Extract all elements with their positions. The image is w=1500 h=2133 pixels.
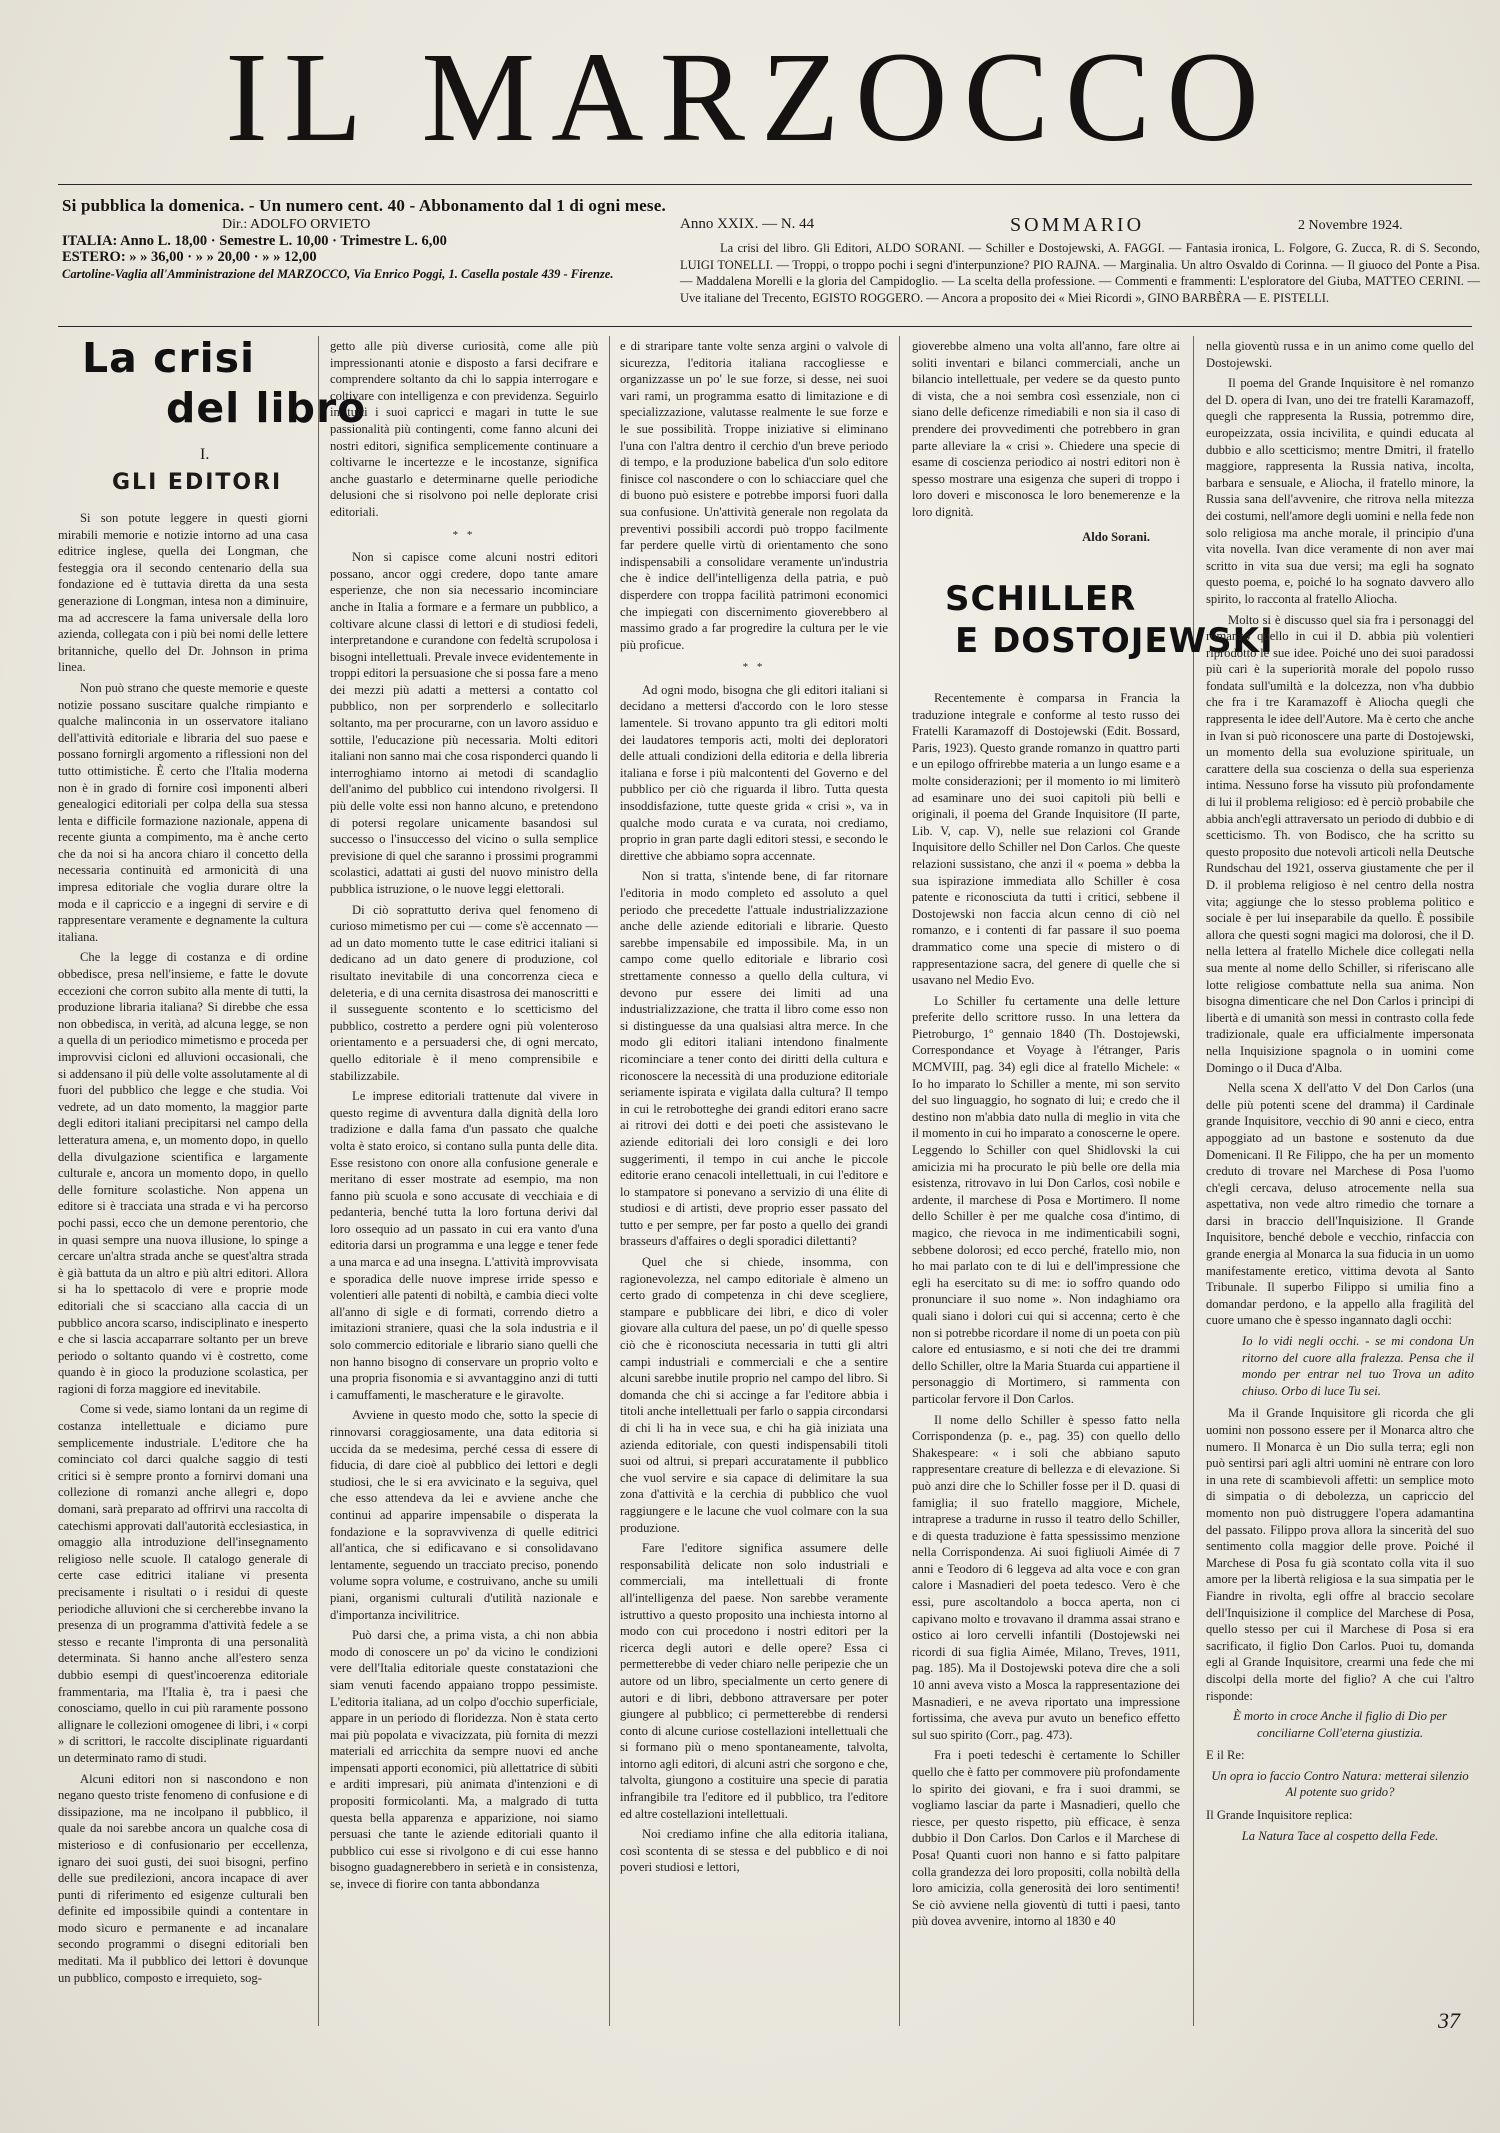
paragraph: Ad ogni modo, bisogna che gli editori italiani si decidano a mettersi d'accordo con le loro stesse lamentele. Si trovano appunto tra gli editori molti dei laudatores temporis acti, molti dei deploratori delle attuali condizioni della editoria e della libreria italiana e forse i più malcontenti del Governo e del pubblico per ciò che riguarda il libro. Tutta questa insoddisfazione, tutte queste grida « crisi », va in qualche modo curata e va curata, noi crediamo, proprio in gran parte dagli editori stessi, e secondo le direttive che abbiamo sopra accennate. (620, 682, 888, 863)
paragraph: Come si vede, siamo lontani da un regime di costanza intellettuale e diciamo pure semplicemente industriale. L'editore che ha cominciato col darci qualche saggio di testi critici si è sempre pronto a fornirvi domani una collezione di romanzi anche allegri e, dopo domani, sarà preparato ad offrirvi una raccolta di catechismi approvati dall'autorità ecclesiastica, in omaggio alla introduzione dell'insegnamento religioso nelle scuole. Il catalogo generale di certe case editrici italiane vi presenta precisamente i risultati o i residui di queste periodiche alluvioni che si cercherebbe invano la presenza di un programma d'attività fedele a se stesso e recante l'impronta di una personalità determinata. Si hanno anche all'estero senza dubbio esempi di quest'incoerenza editoriale frammentaria, ma l'Italia è, tra i paesi che conosciamo, quello in cui più raramente possono allignare le collezioni omogenee di libri, i « corpi » di scrittori, le raccolte disciplinate riguardanti un determinato ramo di studi. (58, 1402, 308, 1765)
issue-date: 2 Novembre 1924. (1298, 218, 1403, 233)
paragraph: Il poema del Grande Inquisitore è nel romanzo del D. opera di Ivan, uno dei tre fratelli Karamazoff, quegli che rappresenta la Russia, potremmo dire, europeizzata, ossia incivilita, e quindi educata al dubbio e allo scetticismo; mentre Dmitri, il fratello maggiore, rappresenta la Russia nativa, incolta, barbara e sensuale, e Aliocha, il fratello minore, la Russia sana dell'avvenire, che ritrova nella mitezza dei costumi, nell'amore degli uomini e nella fede non solo religiosa ma anche morale, il principio d'una vita novella. Ivan dice veramente di non aver mai scritto in vita sua due versi; ma egli ha sognato questo poema, e, poiché lo ha sognato davvero allo spirito, lo racconta al fratello Aliocha. (1206, 376, 1474, 606)
verse-quote: La Natura Tace al cospetto della Fede. (1241, 1828, 1439, 1843)
column-5 (1206, 338, 1474, 2038)
masthead-rule (58, 184, 1472, 185)
paragraph: Non si tratta, s'intende bene, di far ritornare l'editoria in modo completo ed assoluto a quel periodo che precedette l'attuale industrializzazione anche delle aziende editoriali e librarie. Questo sarebbe impensabile ed impossibile. Ma, in un campo come quello editoriale e librario così strettamente connesso a quello della cultura, vi devono pur essere dei limiti ad una industrializzazione, che tratta il libro come esso non si distinguesse da una qualsiasi altra merce. In che modo gli editori italiani intendono finalmente ricominciare a tener conto dei diritti della cultura e riconoscere la necessità di una produzione editoriale seriamente ispirata e vigilata dalla cultura? Il tempo in cui le retrobotteghe dei grandi editori erano sacre ai ritrovi dei dotti e dei poeti che assistevano le aziende editoriali dei loro consigli e dei loro suggerimenti, il tempo in cui anche le piccole editorie erano cenacoli intellettuali, in cui l'editore e lo stampatore si ponevano a servizio di una élite di studiosi e di artisti, deve proprio esser passato del tutto e per sempre, per far posto a quello dei grandi brasseurs d'affaires o degli sporadici dilettanti? (620, 869, 888, 1249)
verse-quote: Un opra io faccio Contro Natura: metterai silenzio Al potente suo grido? (1211, 1768, 1469, 1800)
section-break: * * (742, 661, 766, 674)
paragraph: Noi crediamo infine che alla editoria italiana, così scontenta di se stessa e del pubblico e di noi poveri studiosi e lettori, (620, 1827, 888, 1875)
paragraph: getto alle più diverse curiosità, come alle più impressionanti atonie e disposto a farsi decifrare e comprendere soltanto da chi lo sappia interrogare e coltivare con intelligenza e con previdenza. Seguirlo in tutti i suoi capricci e magari in tutte le sue passionalità più contingenti, come fanno alcuni dei nostri editori, significa semplicemente continuare a coltivarne le incertezze e le incostanze, significa anche guastarlo e determinarne quelle periodiche delusioni che si risolvono poi nelle deplorate crisi editoriali. (330, 339, 598, 519)
article-title-line2: del libro (166, 384, 367, 432)
verse-quote: Io lo vidi negli occhi. - se mi condona Un ritorno del cuore alla fralezza. Pensa che il mondo per entrar nel tuo Trova un adito chiuso. Orbo di luce Tu sei. (1242, 1334, 1474, 1398)
article-part-number: I. (200, 446, 210, 463)
paragraph: Recentemente è comparsa in Francia la traduzione integrale e conforme al testo russo dei Fratelli Karamazoff di Dostojewski (Edit. Bossard, Paris, 1923). Questo grande romanzo in quattro parti e un epilogo offrirebbe materia a un lungo esame e a molte considerazioni; per il momento io mi limiterò ad esaminare uno dei suoi capitoli più belli e originali, il poema del Grande Inquisitore (II parte, Lib. V, cap. V), nelle sue relazioni col Grande Inquisitore dello Schiller nel Don Carlos. Che queste relazioni sussistano, che anzi il « poema » debba la sua ispirazione immediata allo Schiller è cosa patente e riconosciuta da tutti i critici, sebbene il Dostojewski non faccia alcun cenno di ciò nel romanzo, e i contenti di far passare il suo poema drammatico come una specie di mistero o di rappresentazione sacra, del genere di quelle che si usavano nel Medio Evo. (912, 691, 1180, 988)
column-rule (318, 336, 319, 2026)
paragraph: nella gioventù russa e in un animo come quello del Dostojewski. (1206, 339, 1474, 370)
issue-number: Anno XXIX. — N. 44 (680, 216, 815, 232)
page-number: 37 (1438, 2008, 1460, 2033)
article2-title-line1: SCHILLER (945, 579, 1137, 619)
column-rule (1193, 336, 1194, 2026)
publication-line: Si pubblica la domenica. - Un numero cent. 40 - Abbonamento dal 1 di ogni mese. (62, 196, 666, 215)
column-2 (330, 338, 598, 2028)
paragraph: Si son potute leggere in questi giorni mirabili memorie e notizie intorno ad una casa editrice inglese, quella dei Longman, che festeggia ora il secondo centenario della sua fondazione ed è tuttavia diretta da una sesta generazione di Longman, intesa non a diminuire, ma ad accrescere la fama universale della loro azienda, collegata con i più bei nomi delle lettere britanniche, quello del Dr. Johnson in prima linea. (58, 511, 308, 675)
paragraph: Non si capisce come alcuni nostri editori possano, ancor oggi credere, dopo tante amare esperienze, che non sia necessario incominciare anche in Italia a formare e a fermare un pubblico, a coltivare alcune classi di lettori e di studiosi fedeli, interpretandone e curandone con fedeltà scrupolosa i bisogni intellettuali. Prevale invece evidentemente in troppi editori la persuasione che si possa fare a meno dei mezzi più adatti a mettersi a contatto col pubblico, non per sorprenderlo e sollecitarlo soltanto, ma per procurarne, con un lavoro assiduo e sottile, l'educazione più necessaria. Molti editori italiani non sanno mai che cosa risponderci quando li interroghiamo intorno ai metodi di scandaglio dell'animo del pubblico cui intendono rivolgersi. Il più delle volte essi non hanno alcuno, e pretendono di potersi regolare unicamente basandosi sul successo o l'insuccesso del vicino o sulla semplice previsione di quel che saranno i prossimi programmi scolastici, adattati ai gusti del nuovo ministro della pubblica istruzione, o le nuove leggi elettorali. (330, 550, 598, 896)
article-signature: Aldo Sorani. (1082, 529, 1150, 544)
article2-title-line2: E DOSTOJEWSKI (955, 621, 1274, 661)
masthead: IL MARZOCCO (225, 26, 1275, 168)
column-rule (609, 336, 610, 2026)
director-line: Dir.: ADOLFO ORVIETO (222, 217, 371, 232)
column-3 (620, 338, 888, 2028)
paragraph: Fra i poeti tedeschi è certamente lo Schiller quello che è fatto per commovere più profondamente lo spirito dei giovani, e fra i suoi drammi, se vogliamo lasciar da parte i Masnadieri, quello che riesce, per questo rispetto, più efficace, è senza dubbio il Don Carlos. Don Carlos e il Marchese di Posa! Quanti cuori non hanno e si fatto palpitare colla grandezza dei loro propositi, colla nobiltà della loro amicizia, colla generosità dei loro sentimenti! Se ciò avviene nella gioventù di tutti i paesi, tanto più dovea avvenire, intorno al 1830 e 40 (912, 1748, 1180, 1929)
subscription-italy: ITALIA: Anno L. 18,00 · Semestre L. 10,00 · Trimestre L. 6,00 (62, 233, 447, 249)
paragraph: Alcuni editori non si nascondono e non negano questo triste fenomeno di confusione e di dissipazione, ma ne incolpano il pubblico, il quale da noi sarebbe ancora un qualche cosa di misterioso e di confusionario per eccellenza, ignaro dei suoi gusti, dei suoi bisogni, perfino delle sue predilezioni, ancora incapace di aver punti di riferimento ed esigenze culturali ben definite ed impossibile quindi a contentare in modo sicuro e permanente e ad incanalare secondo programmi o disegni editoriali ben meditati. Ma il pubblico dei lettori è dovunque un pubblico, composto e irrequieto, sog- (58, 1771, 308, 1985)
publication-info (62, 196, 666, 282)
paragraph: E il Re: (1206, 1748, 1245, 1763)
column-rule (899, 336, 900, 2026)
header-rule (58, 326, 1472, 327)
column-1 (58, 510, 308, 2010)
article-title-line1: La crisi (82, 334, 256, 382)
paragraph: Che la legge di costanza e di ordine obbedisce, presa nell'insieme, e fatte le dovute eccezioni che corron subito alla mente di tutti, la produzione libraria italiana? Si direbbe che essa non obbedisca, in verità, ad alcuna legge, se non a quella di un periodico mimetismo e proceda per improvvisi cicloni ed alluvioni occasionali, che si addensano il più delle volte assolutamente al di fuori del pubblico che legge e che studia. Voi vedrete, ad un dato momento, la maggior parte degli editori italiani precipitarsi nel campo della letteratura amena, e, un momento dopo, in quello della divulgazione scientifica e largamente culturale e, ancora un momento dopo, in quello delle forniture scolastiche. Non appena un editore si è tracciata una strada e vi ha percorso pochi passi, ecco che un demone perentorio, che in quasi sempre una nuova illusione, lo spinge a cercare un'altra strada anche se quest'altra strada è già battuta da un altro e più altri editori. Allora si ha lo spettacolo di vere e proprie mode editoriali che si scacciano alla caccia di un pubblico ancora scarso, indisciplinato e inesperto e che si lascia accaparrare soltanto per un breve periodo o soltanto quando vi è costretto, come quando è in gioco la produzione scolastica, per ragioni di forza maggiore ed inevitabile. (58, 950, 308, 1396)
paragraph: Di ciò soprattutto deriva quel fenomeno di curioso mimetismo per cui — come s'è accennato — ad un dato momento tutte le case editrici italiani si dedicano ad un dato genere di produzione, col risultato inevitabile di una concorrenza cieca e deleteria, e di una cernita disastrosa dei manoscritti e il susseguente scontento e lo scetticismo del pubblico, costretto a perdere ogni più volenteroso orientamento e a persuadersi che, di ogni mercato, quello editoriale è il meno comprensibile e stabilizzabile. (330, 902, 598, 1083)
paragraph: gioverebbe almeno una volta all'anno, fare oltre ai soliti inventari e bilanci commerciali, anche un bilancio intellettuale, per vedere se da questo punto di vista, che a noi sembra così essenziale, non ci siano delle deficenze rimediabili e non sia il caso di prendere dei provvedimenti che potrebbero in gran parte alleviare la « crisi ». Chiedere una specie di esame di coscienza periodico ai nostri editori non è spesso mostrare una esigenza che superi di troppo i loro doveri e misconosca le loro benemerenze e la loro dignità. (912, 339, 1180, 519)
paragraph: e di straripare tante volte senza argini o valvole di sicurezza, l'editoria italiana raccogliesse e organizzasse un po' le sue forze, si desse, nei suoi vari rami, un programma esatto di limitazione e di specializzazione, valutasse realmente le sue forze e le sue possibilità. Troppe iniziative si eliminano l'una con l'altra dentro il cerchio d'un breve periodo di tempo, e la produzione babelica d'un solo editore finisce col nascondere o con lo schiacciare quel che di buono può esistere e potrebbe imporsi fuori dalla sua confusione. Un'attività generale non regolata da preventivi possibili accordi può troppo facilmente far perdere quelle virtù di orientamento che sono indispensabili a consolidare veramente un'industria che è indice dell'intelligenza della patria, e può disperdere con troppa facilità patrimoni economici che impiegati con discernimento gioverebbero al massimo grado a far progredire la cultura per le vie più proficue. (620, 339, 888, 652)
column-4 (912, 690, 1180, 2030)
paragraph: Il Grande Inquisitore replica: (1206, 1808, 1353, 1823)
verse-quote: È morto in croce Anche il figlio di Dio per conciliarne Coll'eterna giustizia. (1233, 1709, 1447, 1740)
payment-note: Cartoline-Vaglia all'Amministrazione del MARZOCCO, Via Enrico Poggi, 1. Casella postale 439 - Firenze. (62, 267, 614, 281)
article-subtitle: GLI EDITORI (112, 470, 283, 495)
summary-text: La crisi del libro. Gli Editori, ALDO SORANI. — Schiller e Dostojewski, A. FAGGI. — Fantasia ironica, L. Folgore, G. Zucca, R. di S. Secondo, LUIGI TONELLI. — Troppi, o troppo pochi i segni d'interpunzione? PIO RAJNA. — Marginalia. Un altro Osvaldo di Corinna. — Il giuoco del Ponte a Pisa. — Maddalena Morelli e la gloria del Campidoglio. — La scelta della professione. — Commenti e frammenti: L'esploratore del Giuba, MATTEO CERINI. — Uve italiane del Trecento, EGISTO ROGGERO. — Ancora a proposito dei « Miei Ricordi », GINO BARBÈRA — E. PISTELLI. (680, 241, 1480, 305)
paragraph: Avviene in questo modo che, sotto la specie di rinnovarsi coraggiosamente, una data editoria si uccida da se medesima, perché cessa di essere di fiducia, di dare cioè al pubblico dei lettori e degli studiosi, che le si era avvicinato e la seguiva, quel che esso attendeva da lei e avviene anche che continui ad apparire impensabile o disperata la fondazione e la sopravvivenza di quelle editrici all'antica, che si edificavano e si consolidavano lentamente, seguendo un tracciato preciso, ponendo volume sopra volume, e costruivano, anche su umili piani, organismi culturali d'utilità nazionale e d'importanza incivilitrice. (330, 1408, 598, 1622)
paragraph: Nella scena X dell'atto V del Don Carlos (una delle più potenti scene del dramma) il Cardinale grande Inquisitore, vecchio di 90 anni e cieco, entra appoggiato ad un bastone e sostenuto da due Domenicani. Il Re Filippo, che ha per un momento creduto di trovare nel Marchese di Posa l'uomo ch'egli cercava, deluso atrocemente nella sua aspettativa, non vede altro rimedio che tornare a darsi in braccio dell'Inquisizione. Il Grande Inquisitore, benché debole e vecchio, rinfaccia con grande energia al Monarca la sua fiducia in un uomo manifestamente eretico, vittima devota al Santo Tribunale. Il superbo Filippo si umilia fino a domandar perdono, e la appello alla fragilità del cuore umano che è spesso ingannato dagli occhi: (1206, 1081, 1474, 1328)
section-break: * * (452, 528, 476, 541)
paragraph: Fare l'editore significa assumere delle responsabilità delicate non solo industriali e commerciali, ma intellettuali di fronte all'intelligenza del paese. Non sarebbe veramente istruttivo a questo proposito una inchiesta intorno al modo con cui procedono i nostri editori per la ricerca degli autori e delle opere? Essa ci permetterebbe di veder chiaro nelle peripezie che un autore od un libro, specialmente un certo genere di autori e di libri, debbono attraversare per poter giungere al pubblico; ci permetterebbe di rendersi conto di alcune curiose costellazioni intellettuali che si formano più o meno spontaneamente, talvolta, intorno agli editori, di alcuni astri che sorgono e che, talvolta, giungono a costituire una specie di paratia infrangibile tra l'editore ed il pubblico, tra l'editore ed altre costellazioni intellettuali. (620, 1541, 888, 1821)
paragraph: Le imprese editoriali trattenute dal vivere in questo regime di avventura dalla dignità della loro tradizione e dalla fama d'un passato che qualche volta è stato eroico, si contano sulla punta delle dita. Esse resistono con onore alla confusione generale e meritano di esser mostrate ad esempio, ma non fanno più scuola e sono accusate di vecchiaia e di pedanteria, benché tutta la loro fortuna derivi dal loro ossequio ad un passato in cui era vanto d'una editoria darsi un programma e una legge e tener fede a una marca e ad una insegna. L'attività improvvisata e sporadica delle nuove imprese irride spesso e volentieri alle patenti di nobiltà, e cambia dieci volte all'anno di sigle e di formati, correndo dietro a imitazioni straniere, quasi che la sola industria e il solo commercio editoriale e librario siano quelli che non hanno bisogno di conservare un proprio volto e una propria fisonomia e si avvantaggino anzi di tutti i camuffamenti, le mascherature e le giravolte. (330, 1089, 598, 1402)
paragraph: Molto si è discusso quel sia fra i personaggi del romanzo quello in cui il D. abbia più volentieri riprodotto le sue idee. Poiché uno dei suoi paradossi più cari è la superiorità morale del popolo russo fondata sull'umiltà e la dolcezza, non v'ha dubbio che fra i tre Karamazoff è Aliocha quegli che rappresenta le idee dell'Autore. Ma è certo che anche in Ivan si può riconoscere una parte di Dostojewski, un momento della sua evoluzione spirituale, un carattere della sua coscienza o della sua esperienza intima. Nessuno forse ha vissuto più profondamente di lui il problema religioso: ed è perciò probabile che abbia anch'egli attraversato un periodo di dubbio e di scetticismo. Th. von Bodisco, che ha scritto su questo proposito due notevoli articoli nella Deutsche Rundschau del 1921, osserva giustamente che per il D. il problema religioso è nel centro della nostra vita; aggiunge che lo stesso problema politico e sociale è per lui inseparabile da quello. È possibile allora che questi sogni magici ma dolorosi, che il D. nella lettera al fratello Michele dice collegati nella sua mente al nome dello Schiller, si riferiscano alle lotte religiose combattute nella sua anima. Non bisogna dimenticare che nel Don Carlos i princìpi di libertà e di umanità son messi in contrasto colla fede tradizionale, quale era ufficialmente impersonata nella Inquisizione spagnola o in uomini come Domingo o il Duca d'Alba. (1206, 612, 1474, 1075)
paragraph: Quel che si chiede, insomma, con ragionevolezza, nel campo editoriale è almeno un certo grado di competenza in chi deve scegliere, stampare e pubblicare dei libri, e dico di voler giovare alla cultura del paese, un po' di quelle spesso ciò che è riconosciuta necessaria in tutti gli altri campi industriali e commerciali e che a sentire alcuni sarebbe inutile proprio nel campo del libro. Si domanda che chi si accinge a far l'editore abbia i titoli anche intellettuali per farlo o sappia circondarsi di chi li ha in vece sua, e chi ha già iniziata una azienda editoriale, con questi indispensabili titoli suoi od altrui, si prepari accuratamente il pubblico che vuol servire e sia capace di delimitare la sua zona d'attività e la cerchia di pubblico che vuol raggiungere e le lacune che vuol colmare con la sua produzione. (620, 1255, 888, 1535)
paragraph: Non può strano che queste memorie e queste notizie possano suscitare qualche rimpianto e qualche malinconia in un osservatore italiano dell'attività editoriale e libraria del suo paese e possano fornirgli argomento a riflessioni non del tutto ottimistiche. È certo che l'Italia moderna non è in grado di fornire così imponenti alberi genealogici editoriali per colpa della sua stessa lenta e difficile formazione nazionale, appena di recente giunta a compimento, ma è anche certo che da noi si ha ancora chiaro il concetto della necessaria continuità ed armonicità di una impresa editoriale che voglia durare oltre la moda e il capriccio e a ingegni di servire e di rappresentare veramente e degnamente la cultura italiana. (58, 680, 308, 944)
subscription-abroad: ESTERO: » » 36,00 · » » 20,00 · » » 12,00 (62, 249, 317, 265)
paragraph: Ma il Grande Inquisitore gli ricorda che gli uomini non possono essere per il Monarca altro che numero. Il Monarca è un Dio sulla terra; egli non può sentirsi pari agli altri uomini nè entrare con loro in una rete di scambievoli affetti: un semplice moto di simpatia o di debolezza, un capriccio del momento non può distruggere l'opera adamantina del passato. Filippo prova allora la sincerità del suo sentimento colla maggior delle prove. Poiché il Marchese di Posa fu già scontato colla vita il suo amore per la libertà religiosa e la sua simpatia per le Fiandre in rivolta, egli offre al braccio secolare dell'Inquisizione il complice del Marchese di Posa, quello stesso per cui il Marchese di Posa si era sacrificato, il figlio Don Carlos. Puoi tu, domanda egli al Grande Inquisitore, crearmi una fede che mi discolpi della morte del figlio? A che cui l'altro risponde: (1206, 1406, 1474, 1703)
paragraph: Lo Schiller fu certamente una delle letture preferite dello scrittore russo. In una lettera da Pietroburgo, 1º gennaio 1840 (Th. Dostojewski, Correspondance et Voyage à l'étranger, Paris MCMVIII, pag. 34) egli dice al fratello Michele: « Io ho imparato lo Schiller a mente, mi son servito del suo linguaggio, ho sognato di lui; e credo che il destino non m'abbia dato nulla di meglio in vita che il momento in cui ho imparato a conoscerne le opere. Leggendo lo Schiller con quel Shidlovski la cui amicizia mi ha procurato le più belle ore della mia esistenza, ritrovavo in lui Don Carlos, così nobile e ardente, il marchese di Posa e Mortimero. Il nome dello Schiller è per me qualche cosa d'intimo, di magico, che rievoca in me indimenticabili sogni, sebbene dolorosi; ed ecco perché, fratello mio, non ho mai parlato con te di lui e dell'impressione che egli ha esercitato su di me: io soffro quando odo pronunciare il suo nome ». Non indaghiamo ora quali siano i dolori cui qui si accenna; certo è che non si potrebbe ricordare il nome di un poeta con più calore ed entusiasmo, e si noti che dei tre drammi dello Schiller, oltre la Maria Stuarda cui appartiene il personaggio di Mortimero, si rammenta con particolar fervore il Don Carlos. (912, 993, 1180, 1406)
paragraph: Il nome dello Schiller è spesso fatto nella Corrispondenza (p. e., pag. 35) con quello dello Shakespeare: « i soli che abbiano saputo rappresentare creature di bellezza e di elevazione. Si può anzi dire che lo Schiller fosse per il D. quasi di famiglia; il suo fratello maggiore, Michele, intraprese a tradurne in russo il teatro dello Schiller, e di questa traduzione è fatta spessissimo menzione nella Corrispondenza. Ai suoi figliuoli Aimée di 7 anni e Teodoro di 6 leggeva ad alta voce e con gran calore i Masnadieri del poeta tedesco. Vero è che essi, pure ascoltandolo a bocca aperta, non ci capivano molto e trovavano il dramma assai strano e ostico ai loro cervelli infantili (Dostojewski nei ricordi di sua figlia Aimée, Milano, Treves, 1911, pag. 185). Ma il Dostojewski poteva dire che a soli 10 anni aveva visto a Mosca la rappresentazione dei Masnadieri, e ne aveva riportato una impressione fortissima, che aveva pur avuto un benefico effetto sul suo spirito (Corr., pag. 473). (912, 1412, 1180, 1742)
column-4-top (912, 338, 1180, 574)
sommario-title: SOMMARIO (1010, 214, 1145, 236)
paragraph: Può darsi che, a prima vista, a chi non abbia modo di conoscere un po' da vicino le condizioni vere dell'Italia editoriale queste constatazioni che siam venuti facendo appaiano troppo pessimiste. L'editoria italiana, ad un colpo d'occhio superficiale, appare in un periodo di floridezza. Non è stata certo mai più popolata e vivacizzata, più fornita di mezzi materiali ed arricchita da sempre nuovi ed anche impensati apporti economici, più allettatrice di sùbiti e arditi impresari, più animata d'intenzioni e di propositi formicolanti. Ma, a malgrado di tutta questa bella apparenza e apparizione, noi siamo persuasi che tante le aziende editoriali quanto il pubblico cui esse si rivolgono e di cui esse hanno bisogno guadagnerebbero in serietà e in consistenza, se, invece di fiorire con tanta abbondanza (330, 1628, 598, 1892)
